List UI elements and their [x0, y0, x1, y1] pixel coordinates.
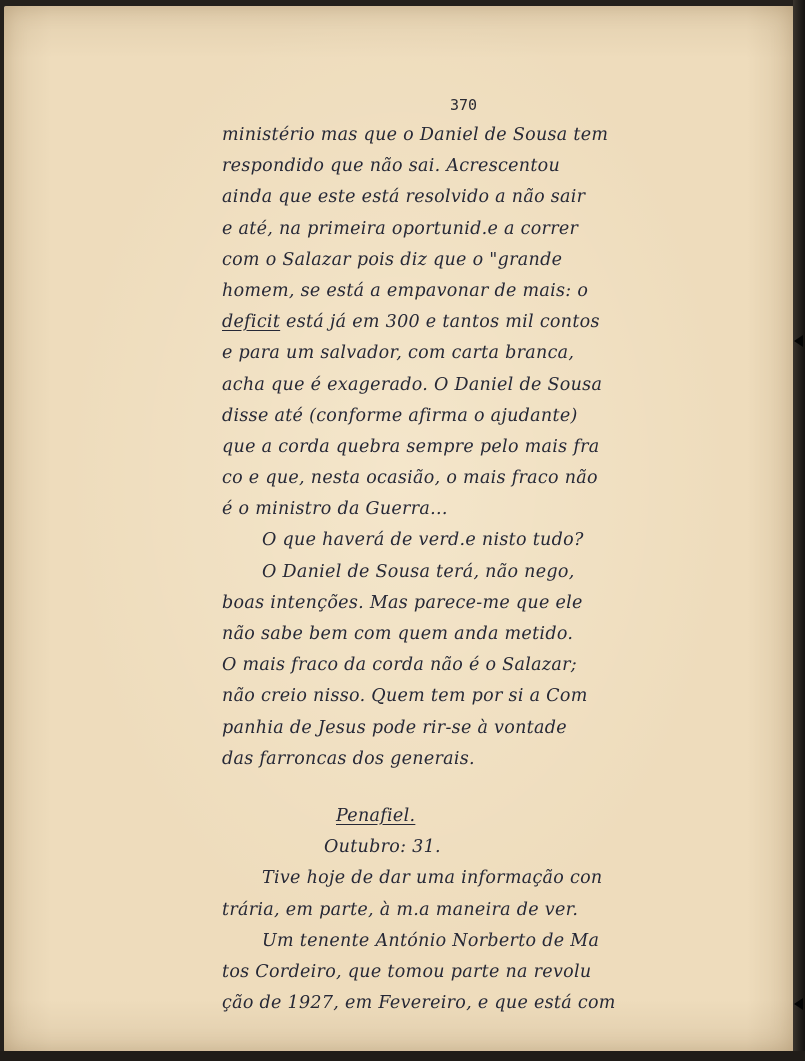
text-line: disse até (conforme afirma o ajudante) — [222, 405, 578, 426]
text-fragment: está já em 300 e tantos mil contos — [280, 312, 600, 333]
text-line — [222, 307, 692, 338]
text-line: trária, em parte, à m.a maneira de ver. — [222, 899, 579, 920]
text-line: e até, na primeira oportunid.e a correr — [222, 218, 579, 239]
handwritten-text-block — [222, 120, 692, 1019]
text-line: não sabe bem com quem anda metido. — [222, 624, 574, 644]
text-line: que a corda quebra sempre pelo mais fra — [222, 436, 600, 457]
text-line: tos Cordeiro, que tomou parte na revolu — [222, 961, 592, 982]
place-name: Penafiel. — [336, 805, 416, 826]
text-line: com o Salazar pois diz que o "grande — [222, 249, 563, 270]
page-number: 370 — [450, 96, 478, 114]
text-line: ainda que este está resolvido a não sair — [222, 187, 586, 208]
text-line: das farroncas dos generais. — [222, 748, 475, 769]
text-line: Tive hoje de dar uma informação con — [262, 868, 603, 889]
text-line: O que haverá de verd.e nisto tudo? — [262, 530, 584, 551]
text-line: homem, se está a empavonar de mais: o — [222, 280, 589, 301]
text-line: não creio nisso. Quem tem por si a Com — [222, 686, 588, 707]
entry-date-heading: Outubro: 31. — [324, 837, 441, 858]
underlined-word: deficit — [222, 312, 281, 333]
text-line: O Daniel de Sousa terá, não nego, — [262, 561, 575, 582]
text-line: ção de 1927, em Fevereiro, e que está com — [222, 993, 616, 1014]
manuscript-page — [4, 6, 794, 1052]
text-line: O mais fraco da corda não é o Salazar; — [222, 655, 577, 676]
entry-place-heading — [222, 801, 692, 832]
text-line: respondido que não sai. Acrescentou — [222, 156, 561, 177]
text-line: co e que, nesta ocasião, o mais fraco não — [222, 468, 598, 489]
text-line: boas intenções. Mas parece-me que ele — [222, 592, 583, 613]
text-line: é o ministro da Guerra... — [222, 499, 448, 520]
text-line: e para um salvador, com carta branca, — [222, 343, 575, 364]
page-bottom-edge — [0, 1051, 805, 1061]
text-line: Um tenente António Norberto de Ma — [262, 930, 600, 951]
binding-spine — [793, 0, 805, 1061]
text-line: ministério mas que o Daniel de Sousa tem — [222, 125, 609, 145]
text-line: acha que é exagerado. O Daniel de Sousa — [222, 374, 603, 395]
text-line: panhia de Jesus pode rir-se à vontade — [222, 717, 567, 738]
